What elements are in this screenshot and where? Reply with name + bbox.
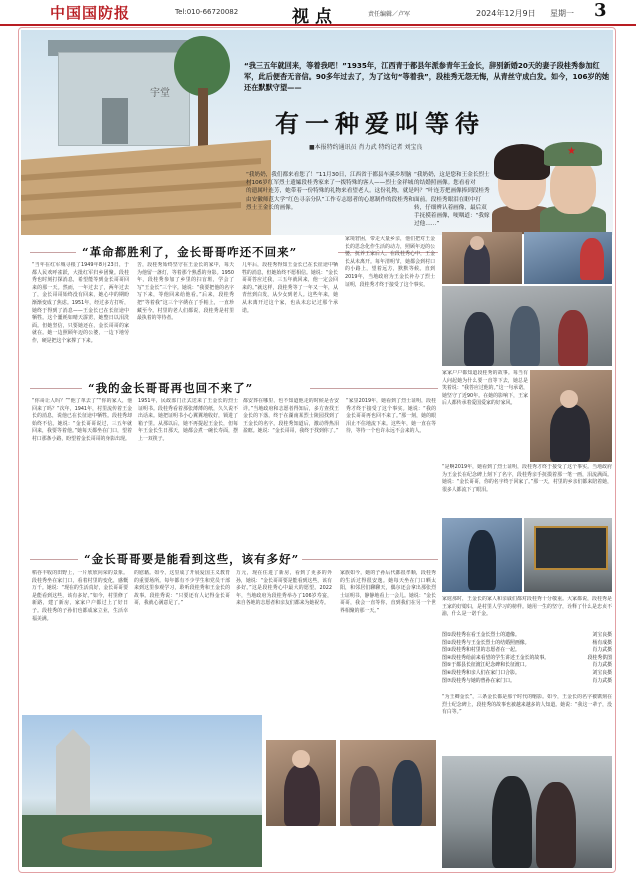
photo-10[interactable] bbox=[442, 756, 612, 868]
section-name: 视点 bbox=[292, 7, 338, 27]
issue-date: 2024年12月9日 bbox=[476, 9, 536, 18]
section-1-rule-left bbox=[30, 252, 76, 253]
section-1-column-2: 苦，段桂秀始终坚守在王金长的家中，每天为他留一盏灯，等着那个熟悉的身影。1950年，段桂秀参加了乡里的扫盲班，学会了写“王金长”三个字。她说：“我要把他的名字写下来，等他回来给他看。”后来，段桂秀把“等着我”这三个字绣在了手帕上，一直珍藏至今。村里的老人们都说，段桂秀是村里最执着的等待者。 bbox=[137, 262, 234, 322]
section-2-rule-right bbox=[310, 388, 438, 389]
lead-paragraph-2: “我奶奶，这是您和王金长烈士的结婚照画像。您看看对吗？”叶连芳把画像捧到段桂秀面前。段桂秀眼泪在眶中打转，仔细辨认着画像，最后双手抚摸着画像，哽咽道：“我嫁过他……” bbox=[414, 172, 490, 228]
caption-1: 图①段桂秀在看王金长烈士的遗像。 刘宝良摄 bbox=[442, 632, 612, 638]
section-3-rule-right bbox=[302, 559, 438, 560]
responsible-editor: 责任编辑／卢军 bbox=[368, 11, 411, 18]
telephone: Tel:010-66720082 bbox=[175, 8, 239, 16]
photo-1[interactable] bbox=[442, 232, 522, 284]
section-2-column-1: “你哥让人吗？”“他了革去了”“你的家人，他回来了吗？”次年，1941年，村里流传着王金长的消息，说他已在长征途中牺牲。段桂秀却始终不信。她说：“金长哥哥说过，三五年就回来，我要等着他。”她每天都坐在门口，望着村口那条小路，盼望着金长哥哥的身影出现。 bbox=[32, 398, 132, 442]
caption-6: 图⑥段桂秀和亲人们在家门口合影。 刘宝良摄 bbox=[442, 669, 612, 676]
photo-3[interactable] bbox=[442, 286, 612, 366]
section-3-column-4: 家族如今，她的子孙后代都很孝顺，段桂秀的生活过得很安逸。她每天坐在门口晒太阳，和邻居们聊聊天，偶尔还会拿出那张烈士证明书，静静地看上一会儿。她说：“金长哥哥，我会一直等你，直到我们在另一个世界相聚的那一天。” bbox=[340, 570, 436, 614]
caption-list bbox=[442, 632, 612, 685]
section-1-column-3: 几年后，段桂秀得知王金长已在长征途中牺牲的消息，但她始终不愿相信。她说：“金长哥哥答应过我，三五年就回来，他一定会回来的。”就这样，段桂秀等了一年又一年，从青丝到白发，从少女到老人。这些年来，她从未离开过这个家，也从未忘记过那个承诺。 bbox=[242, 262, 338, 314]
photo-7[interactable] bbox=[22, 715, 262, 867]
right-column-4: “为王卿金长”，三条金长都是那个时代的缩影。如今，王金长的名字被镌刻在烈士纪念碑上，段桂秀的故事也被越来越多的人知道。她说：“我这一辈子，没有白等。” bbox=[442, 694, 612, 716]
red-star-icon: ★ bbox=[567, 146, 576, 157]
section-2-title: “我的金长哥哥再也回不来了” bbox=[88, 381, 254, 395]
section-2-rule-left bbox=[30, 388, 82, 389]
caption-3: 图③段桂秀和村里的志愿者在一起。 肖力武摄 bbox=[442, 647, 612, 654]
section-3-column-2: 的慰藉。如今，这里成了开展爱国主义教育的重要场所。每年都有不少学生和党员干部来到这里参观学习，聆听段桂秀和王金长的故事。段桂秀说：“只要还有人记得金长哥哥，我就心满意足了。” bbox=[134, 570, 230, 607]
portrait-wang-jinchang bbox=[550, 158, 596, 214]
section-1-title: “革命都胜利了，金长哥哥咋还不回来” bbox=[82, 245, 298, 259]
house-sign: 宇堂 bbox=[150, 88, 170, 99]
photo-2[interactable] bbox=[524, 232, 612, 284]
caption-5: 图⑤于都县长征渡江纪念碑和长征渡口。 肖力武摄 bbox=[442, 662, 612, 669]
photo-9[interactable] bbox=[340, 740, 436, 826]
section-3-column-1: 稻谷丰收的田野上，一片欣欣向荣的景象。段桂秀坐在家门口，看着村里的变化，感慨万千。她说：“现在的生活真好，金长哥哥要是能看到这些，该有多好。”如今，村里修了新路，建了新房，家家户户都过上了好日子。段桂秀的子孙们也都成家立业，生活幸福美满。 bbox=[32, 570, 128, 622]
issue-weekday: 星期一 bbox=[550, 9, 574, 18]
tree-illustration bbox=[180, 36, 224, 146]
byline: ■本报特约通讯员 肖力武 特约记者 刘宝良 bbox=[309, 144, 423, 151]
newspaper-logo[interactable]: 中国国防报 bbox=[50, 4, 131, 22]
right-column-2: “是啊2019年，她看到了烈士证明，段桂秀才终于接受了这个事实。当地政府为王金长在纪念碑上刻下了名字，段桂秀亲手抚摸着那一笔一画，泪流满面。她说：“金长哥哥，你的名字终于回家了。”那一天，村里的乡亲们都来陪着她，很多人都流下了眼泪。 bbox=[442, 464, 612, 493]
portrait-woman-hair bbox=[494, 144, 550, 180]
section-3-title: “金长哥哥要是能看到这些，该有多好” bbox=[84, 552, 300, 566]
section-2-column-3: 都安葬在哪里，也不知道他走的时候是否安详。”当地政府和志愿者得知后，多方查找王金长的下落，终于在湖南某烈士陵园找到了王金长的名字。段桂秀知道后，激动得热泪盈眶。她说：“金长哥哥，我终于找到你了。” bbox=[243, 398, 339, 435]
caption-4: 图④段桂秀给前来看望的学生讲述王金长的故事。 段桂秀供图 bbox=[442, 654, 612, 661]
house-door bbox=[102, 98, 128, 144]
section-3-rule-left bbox=[30, 559, 78, 560]
section-3-column-3: 万元，现在住进了新房，看到了更多的外孙，她说：“金长哥哥要是能看到这些，该有多好。”这是段桂秀心中最大的愿望。2022年，当地政府为段桂秀举办了106岁寿宴，来自各地的志愿者和亲友们都来为她祝寿。 bbox=[236, 570, 332, 607]
photo-4[interactable] bbox=[530, 370, 612, 462]
article-headline: 有一种爱叫等待 bbox=[275, 109, 485, 138]
lead-paragraph: “我奶奶，我们都来看您了！”11月30日，江西省于都县车溪乡坝脑村106岁红军烈士遗孀段桂秀家来了一拨特殊的客人——烈士金祥城的遗属叶连芳，她带着一份特殊的礼物来看望老人。这份礼物，就是由安徽师范大学“红色寻亲分队”工作专志愿者的心愿制作的段桂秀和烈士王金长的画像。 bbox=[246, 172, 415, 211]
right-column-3: 家庭那时，王金长的家人和亲戚们都对段桂秀十分敬重。大家都说，段桂秀是王家的好媳妇，是村里人学习的榜样。她用一生的坚守，诠释了什么是忠贞不渝，什么是一诺千金。 bbox=[442, 596, 612, 618]
right-column-1: 家家户户都知道段桂秀的故事。每当有人问起她为什么要一直等下去，她总是笑着说：“我答应过他的。”这一句承诺，她坚守了近90年。在她的影响下，王家后人都传承着爱国爱家的好家风。 bbox=[442, 370, 528, 407]
caption-7: 图⑦段桂秀与她的曾孙在家门口。 肖力武摄 bbox=[442, 677, 612, 684]
article-deck: “我三五年就回来，等着我吧！”1935年，江西青于都县年派参青年王金长，辞别新婚20天的妻子段桂秀参加红军，此后便杳无音信。90多年过去了，为了这句“等着我”，段桂秀无怨无悔，从青丝守成白发。如今，106岁的她还在默默守望—— bbox=[244, 61, 610, 92]
section-2-column-4: “家里2019年，她看到了烈士证明，段桂秀才终于接受了这个事实。她说：“我的金长哥哥再也回不来了。”那一刻，她的眼泪止不住地流下来。这些年，她一直在等待，等待一个也许永远不会来的人。 bbox=[346, 398, 436, 435]
page-number: 3 bbox=[594, 0, 607, 21]
section-1-column-4: 家境窘困，带走大量乡亲，他们把对王金长的思念化作生活的动力，照顾年迈的公婆，抚养王家后人。在段桂秀心中，王金长从未离开。每年清明节，她都会到村口的小路上，望着远方，默默等候。直到2019年，当地政府为王金长补办了烈士证明，段桂秀才终于接受了这个事实。 bbox=[345, 236, 435, 288]
photo-5[interactable] bbox=[442, 518, 522, 592]
photo-8[interactable] bbox=[266, 740, 336, 826]
caption-2: 图②段桂秀与王金长烈士的结婚照画像。 杨有成摄 bbox=[442, 639, 612, 646]
section-1-column-1: “当年在红军城寻根了1949年8月23日，于都人民欢呼雀跃，大批红军归乡团聚。段桂秀也时刻打探消息，希望能等到金长哥哥回来的那一天。然而，一年过去了，两年过去了，金长哥哥始终没有回来，她心中的期盼渐渐变成了焦虑。1951年，经过多方打听，她终于得到了消息——王金长已在长征途中牺牲。这个噩耗如晴天霹雳，她整日以泪洗面。但她坚信，只要她还在，金长哥哥的家就在。她一边照顾年迈的公婆，一边下地劳作，硬是把这个家撑了下来。 bbox=[32, 262, 129, 344]
photo-6[interactable] bbox=[524, 518, 612, 592]
section-2-column-2: 1951年，民政部门正式送来了王金长的烈士证明书。段桂秀看着那张薄薄的纸，久久说不出话来。她把证明书小心翼翼地收好，锁进了箱子里。从那以后，她不再提起王金长，但每年王金长生日那天，她都会煮一碗长寿面，摆上一双筷子。 bbox=[138, 398, 238, 442]
